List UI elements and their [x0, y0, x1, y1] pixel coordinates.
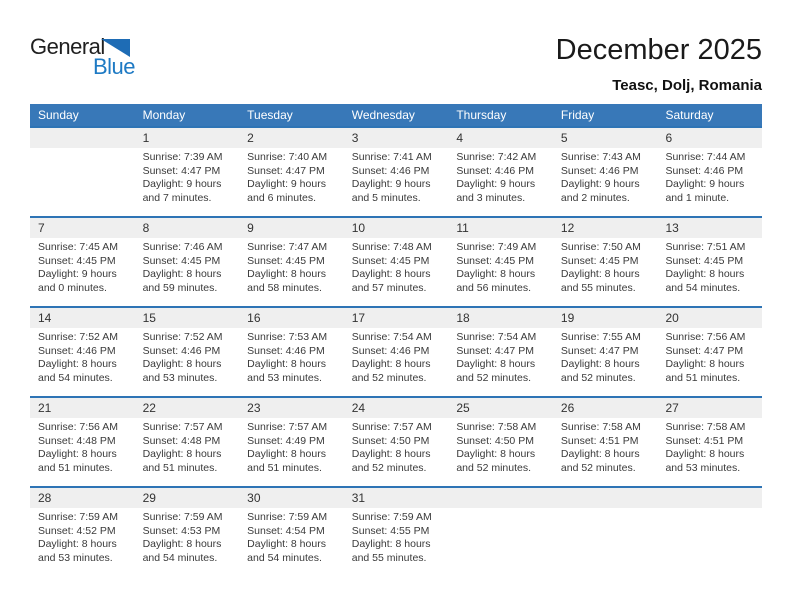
day-number: 22 [135, 398, 240, 418]
day-number [30, 128, 135, 148]
day-details [344, 238, 449, 295]
daylight-text-line2: and 56 minutes. [456, 281, 532, 294]
sunrise-text: Sunrise: 7:58 AM [665, 421, 746, 433]
day-number: 31 [344, 488, 449, 508]
day-cell-2 [239, 128, 344, 216]
daylight-text-line2: and 53 minutes. [142, 371, 218, 384]
sunrise-text: Sunrise: 7:41 AM [351, 151, 432, 163]
daylight-text-line2: and 54 minutes. [38, 371, 113, 384]
weekday-header-thursday: Thursday [456, 108, 507, 122]
sunrise-text: Sunrise: 7:55 AM [560, 331, 641, 343]
daylight-text-line2: and 54 minutes. [142, 551, 218, 564]
day-number: 6 [657, 128, 762, 148]
sunset-text: Sunset: 4:46 PM [665, 164, 744, 177]
day-cell-31 [344, 488, 449, 576]
day-number: 15 [135, 308, 240, 328]
day-details [448, 238, 553, 295]
week-row-1 [30, 126, 762, 216]
day-cell-1 [135, 128, 240, 216]
day-cell-21 [30, 398, 135, 486]
sunrise-text: Sunrise: 7:45 AM [38, 241, 118, 253]
daylight-text-line2: and 52 minutes. [351, 461, 427, 474]
daylight-text-line2: and 54 minutes. [247, 551, 322, 564]
sunrise-text: Sunrise: 7:59 AM [247, 511, 328, 523]
day-cell-19 [553, 308, 658, 396]
day-details [135, 508, 240, 565]
day-number: 26 [553, 398, 658, 418]
weekday-header-saturday: Saturday [665, 108, 714, 122]
day-details [239, 508, 344, 565]
day-details [553, 238, 658, 295]
daylight-text-line1: Daylight: 9 hours [142, 178, 222, 190]
daylight-text-line2: and 6 minutes. [247, 191, 317, 204]
day-cell-7 [30, 218, 135, 306]
day-details [448, 418, 553, 475]
day-details [553, 418, 658, 475]
day-details [657, 418, 762, 475]
day-number: 5 [553, 128, 658, 148]
daylight-text-line2: and 51 minutes. [142, 461, 218, 474]
sunrise-text: Sunrise: 7:59 AM [38, 511, 118, 523]
day-details [30, 328, 135, 385]
sunset-text: Sunset: 4:45 PM [456, 254, 534, 267]
day-details [657, 238, 762, 295]
daylight-text-line2: and 53 minutes. [665, 461, 741, 474]
day-cell-11 [448, 218, 553, 306]
day-number: 3 [344, 128, 449, 148]
day-details [448, 148, 553, 205]
sunrise-text: Sunrise: 7:42 AM [456, 151, 537, 163]
daylight-text-line1: Daylight: 8 hours [456, 358, 536, 370]
day-number: 30 [239, 488, 344, 508]
day-number: 27 [657, 398, 762, 418]
day-number [657, 488, 762, 508]
day-cell-8 [135, 218, 240, 306]
sunrise-text: Sunrise: 7:49 AM [456, 241, 537, 253]
day-number: 24 [344, 398, 449, 418]
daylight-text-line1: Daylight: 8 hours [142, 268, 222, 280]
day-cell-empty [657, 488, 762, 576]
daylight-text-line2: and 59 minutes. [142, 281, 218, 294]
week-row-3 [30, 306, 762, 396]
day-details [344, 508, 449, 565]
day-details [239, 328, 344, 385]
day-cell-empty [30, 128, 135, 216]
sunrise-text: Sunrise: 7:54 AM [456, 331, 537, 343]
day-cell-25 [448, 398, 553, 486]
weekday-header-tuesday: Tuesday [247, 108, 293, 122]
daylight-text-line1: Daylight: 8 hours [456, 268, 536, 280]
sunrise-text: Sunrise: 7:39 AM [142, 151, 223, 163]
daylight-text-line1: Daylight: 8 hours [38, 538, 117, 550]
daylight-text-line1: Daylight: 8 hours [142, 538, 222, 550]
day-details [657, 148, 762, 205]
day-cell-28 [30, 488, 135, 576]
day-cell-23 [239, 398, 344, 486]
daylight-text-line2: and 53 minutes. [247, 371, 322, 384]
sunset-text: Sunset: 4:48 PM [142, 434, 221, 447]
day-cell-5 [553, 128, 658, 216]
daylight-text-line1: Daylight: 9 hours [560, 178, 640, 190]
sunrise-text: Sunrise: 7:56 AM [665, 331, 746, 343]
day-number: 7 [30, 218, 135, 238]
day-cell-16 [239, 308, 344, 396]
sunrise-text: Sunrise: 7:46 AM [142, 241, 223, 253]
sunset-text: Sunset: 4:47 PM [665, 344, 744, 357]
day-cell-6 [657, 128, 762, 216]
sunset-text: Sunset: 4:46 PM [247, 344, 325, 357]
day-number: 2 [239, 128, 344, 148]
day-cell-20 [657, 308, 762, 396]
sunrise-text: Sunrise: 7:47 AM [247, 241, 328, 253]
day-cell-9 [239, 218, 344, 306]
day-number: 14 [30, 308, 135, 328]
weekday-header-sunday: Sunday [38, 108, 79, 122]
daylight-text-line2: and 52 minutes. [456, 461, 532, 474]
sunset-text: Sunset: 4:52 PM [38, 524, 116, 537]
sunrise-text: Sunrise: 7:57 AM [351, 421, 432, 433]
day-number: 10 [344, 218, 449, 238]
sunset-text: Sunset: 4:47 PM [142, 164, 221, 177]
day-cell-10 [344, 218, 449, 306]
sunset-text: Sunset: 4:45 PM [351, 254, 430, 267]
sunrise-text: Sunrise: 7:48 AM [351, 241, 432, 253]
sunset-text: Sunset: 4:45 PM [665, 254, 744, 267]
day-cell-12 [553, 218, 658, 306]
logo-text-blue: Blue [93, 54, 136, 79]
daylight-text-line2: and 52 minutes. [560, 461, 636, 474]
daylight-text-line2: and 58 minutes. [247, 281, 322, 294]
sunrise-text: Sunrise: 7:50 AM [560, 241, 641, 253]
sunrise-text: Sunrise: 7:52 AM [142, 331, 223, 343]
sunset-text: Sunset: 4:45 PM [560, 254, 639, 267]
daylight-text-line2: and 2 minutes. [560, 191, 630, 204]
day-cell-27 [657, 398, 762, 486]
daylight-text-line1: Daylight: 9 hours [456, 178, 536, 190]
day-number: 23 [239, 398, 344, 418]
day-cell-14 [30, 308, 135, 396]
sunset-text: Sunset: 4:51 PM [560, 434, 639, 447]
daylight-text-line1: Daylight: 8 hours [142, 448, 222, 460]
day-number: 20 [657, 308, 762, 328]
day-number: 1 [135, 128, 240, 148]
day-details [30, 418, 135, 475]
day-number: 12 [553, 218, 658, 238]
daylight-text-line1: Daylight: 9 hours [351, 178, 431, 190]
sunrise-text: Sunrise: 7:53 AM [247, 331, 328, 343]
day-cell-empty [448, 488, 553, 576]
day-details [553, 148, 658, 205]
day-number [553, 488, 658, 508]
sunset-text: Sunset: 4:50 PM [456, 434, 534, 447]
daylight-text-line2: and 7 minutes. [142, 191, 212, 204]
sunrise-text: Sunrise: 7:44 AM [665, 151, 746, 163]
sunrise-text: Sunrise: 7:40 AM [247, 151, 328, 163]
daylight-text-line1: Daylight: 8 hours [142, 358, 222, 370]
daylight-text-line2: and 54 minutes. [665, 281, 741, 294]
day-details [30, 238, 135, 295]
day-details [657, 328, 762, 385]
day-number: 28 [30, 488, 135, 508]
location-subtitle: Teasc, Dolj, Romania [612, 77, 762, 94]
week-row-5 [30, 486, 762, 576]
day-details [553, 328, 658, 385]
sunset-text: Sunset: 4:46 PM [142, 344, 221, 357]
day-number: 19 [553, 308, 658, 328]
weekday-header-row [30, 104, 762, 126]
sunrise-text: Sunrise: 7:51 AM [665, 241, 746, 253]
day-details [239, 148, 344, 205]
daylight-text-line1: Daylight: 8 hours [351, 358, 431, 370]
sunset-text: Sunset: 4:45 PM [142, 254, 221, 267]
calendar-grid [30, 104, 762, 576]
sunset-text: Sunset: 4:46 PM [456, 164, 534, 177]
sunrise-text: Sunrise: 7:58 AM [560, 421, 641, 433]
weekday-header-wednesday: Wednesday [351, 108, 415, 122]
sunset-text: Sunset: 4:48 PM [38, 434, 116, 447]
day-number: 13 [657, 218, 762, 238]
weekday-header-friday: Friday [560, 108, 595, 122]
daylight-text-line1: Daylight: 8 hours [665, 268, 745, 280]
sunset-text: Sunset: 4:47 PM [560, 344, 639, 357]
daylight-text-line2: and 51 minutes. [247, 461, 322, 474]
sunset-text: Sunset: 4:54 PM [247, 524, 325, 537]
day-number: 17 [344, 308, 449, 328]
day-number: 9 [239, 218, 344, 238]
sunrise-text: Sunrise: 7:56 AM [38, 421, 118, 433]
sunset-text: Sunset: 4:47 PM [456, 344, 534, 357]
sunrise-text: Sunrise: 7:54 AM [351, 331, 432, 343]
daylight-text-line1: Daylight: 9 hours [665, 178, 745, 190]
day-number: 4 [448, 128, 553, 148]
sunrise-text: Sunrise: 7:52 AM [38, 331, 118, 343]
daylight-text-line2: and 1 minute. [665, 191, 730, 204]
day-details [135, 148, 240, 205]
daylight-text-line2: and 55 minutes. [351, 551, 427, 564]
page-title: December 2025 [555, 34, 762, 66]
weekday-header-monday: Monday [142, 108, 186, 122]
week-row-4 [30, 396, 762, 486]
sunrise-text: Sunrise: 7:57 AM [142, 421, 223, 433]
sunset-text: Sunset: 4:46 PM [38, 344, 116, 357]
day-cell-4 [448, 128, 553, 216]
general-blue-logo [30, 36, 160, 88]
daylight-text-line2: and 55 minutes. [560, 281, 636, 294]
day-details [239, 238, 344, 295]
sunrise-text: Sunrise: 7:57 AM [247, 421, 328, 433]
sunset-text: Sunset: 4:46 PM [351, 344, 430, 357]
sunset-text: Sunset: 4:51 PM [665, 434, 744, 447]
day-cell-18 [448, 308, 553, 396]
sunset-text: Sunset: 4:46 PM [351, 164, 430, 177]
day-details [344, 148, 449, 205]
daylight-text-line1: Daylight: 8 hours [351, 268, 431, 280]
daylight-text-line2: and 52 minutes. [456, 371, 532, 384]
sunrise-text: Sunrise: 7:43 AM [560, 151, 641, 163]
daylight-text-line1: Daylight: 8 hours [456, 448, 536, 460]
day-cell-3 [344, 128, 449, 216]
daylight-text-line2: and 3 minutes. [456, 191, 526, 204]
day-cell-15 [135, 308, 240, 396]
sunset-text: Sunset: 4:55 PM [351, 524, 430, 537]
day-number: 16 [239, 308, 344, 328]
daylight-text-line1: Daylight: 8 hours [38, 358, 117, 370]
day-details [30, 508, 135, 565]
sunrise-text: Sunrise: 7:59 AM [351, 511, 432, 523]
day-cell-24 [344, 398, 449, 486]
daylight-text-line2: and 51 minutes. [665, 371, 741, 384]
sunrise-text: Sunrise: 7:58 AM [456, 421, 537, 433]
sunrise-text: Sunrise: 7:59 AM [142, 511, 223, 523]
daylight-text-line1: Daylight: 8 hours [665, 358, 745, 370]
sunset-text: Sunset: 4:50 PM [351, 434, 430, 447]
day-details [344, 418, 449, 475]
daylight-text-line2: and 52 minutes. [351, 371, 427, 384]
day-number: 25 [448, 398, 553, 418]
week-row-2 [30, 216, 762, 306]
daylight-text-line1: Daylight: 8 hours [560, 358, 640, 370]
day-details [344, 328, 449, 385]
logo-text-general: General [30, 34, 105, 59]
day-cell-30 [239, 488, 344, 576]
daylight-text-line1: Daylight: 8 hours [351, 538, 431, 550]
day-number: 8 [135, 218, 240, 238]
daylight-text-line1: Daylight: 8 hours [247, 358, 326, 370]
daylight-text-line2: and 0 minutes. [38, 281, 107, 294]
day-details [135, 418, 240, 475]
daylight-text-line2: and 52 minutes. [560, 371, 636, 384]
day-cell-26 [553, 398, 658, 486]
day-cell-17 [344, 308, 449, 396]
daylight-text-line1: Daylight: 8 hours [247, 448, 326, 460]
daylight-text-line1: Daylight: 9 hours [247, 178, 326, 190]
day-cell-22 [135, 398, 240, 486]
daylight-text-line2: and 57 minutes. [351, 281, 427, 294]
day-details [448, 328, 553, 385]
day-number [448, 488, 553, 508]
sunset-text: Sunset: 4:49 PM [247, 434, 325, 447]
daylight-text-line2: and 51 minutes. [38, 461, 113, 474]
sunset-text: Sunset: 4:47 PM [247, 164, 325, 177]
daylight-text-line1: Daylight: 8 hours [560, 268, 640, 280]
day-cell-29 [135, 488, 240, 576]
daylight-text-line1: Daylight: 9 hours [38, 268, 117, 280]
day-number: 29 [135, 488, 240, 508]
day-details [135, 238, 240, 295]
daylight-text-line1: Daylight: 8 hours [247, 538, 326, 550]
sunset-text: Sunset: 4:53 PM [142, 524, 221, 537]
day-details [135, 328, 240, 385]
sunset-text: Sunset: 4:45 PM [247, 254, 325, 267]
sunset-text: Sunset: 4:46 PM [560, 164, 639, 177]
daylight-text-line1: Daylight: 8 hours [560, 448, 640, 460]
daylight-text-line1: Daylight: 8 hours [351, 448, 431, 460]
day-number: 18 [448, 308, 553, 328]
sunset-text: Sunset: 4:45 PM [38, 254, 116, 267]
daylight-text-line2: and 5 minutes. [351, 191, 421, 204]
daylight-text-line2: and 53 minutes. [38, 551, 113, 564]
daylight-text-line1: Daylight: 8 hours [247, 268, 326, 280]
day-cell-empty [553, 488, 658, 576]
day-details [239, 418, 344, 475]
daylight-text-line1: Daylight: 8 hours [38, 448, 117, 460]
day-cell-13 [657, 218, 762, 306]
day-number: 11 [448, 218, 553, 238]
day-number: 21 [30, 398, 135, 418]
daylight-text-line1: Daylight: 8 hours [665, 448, 745, 460]
